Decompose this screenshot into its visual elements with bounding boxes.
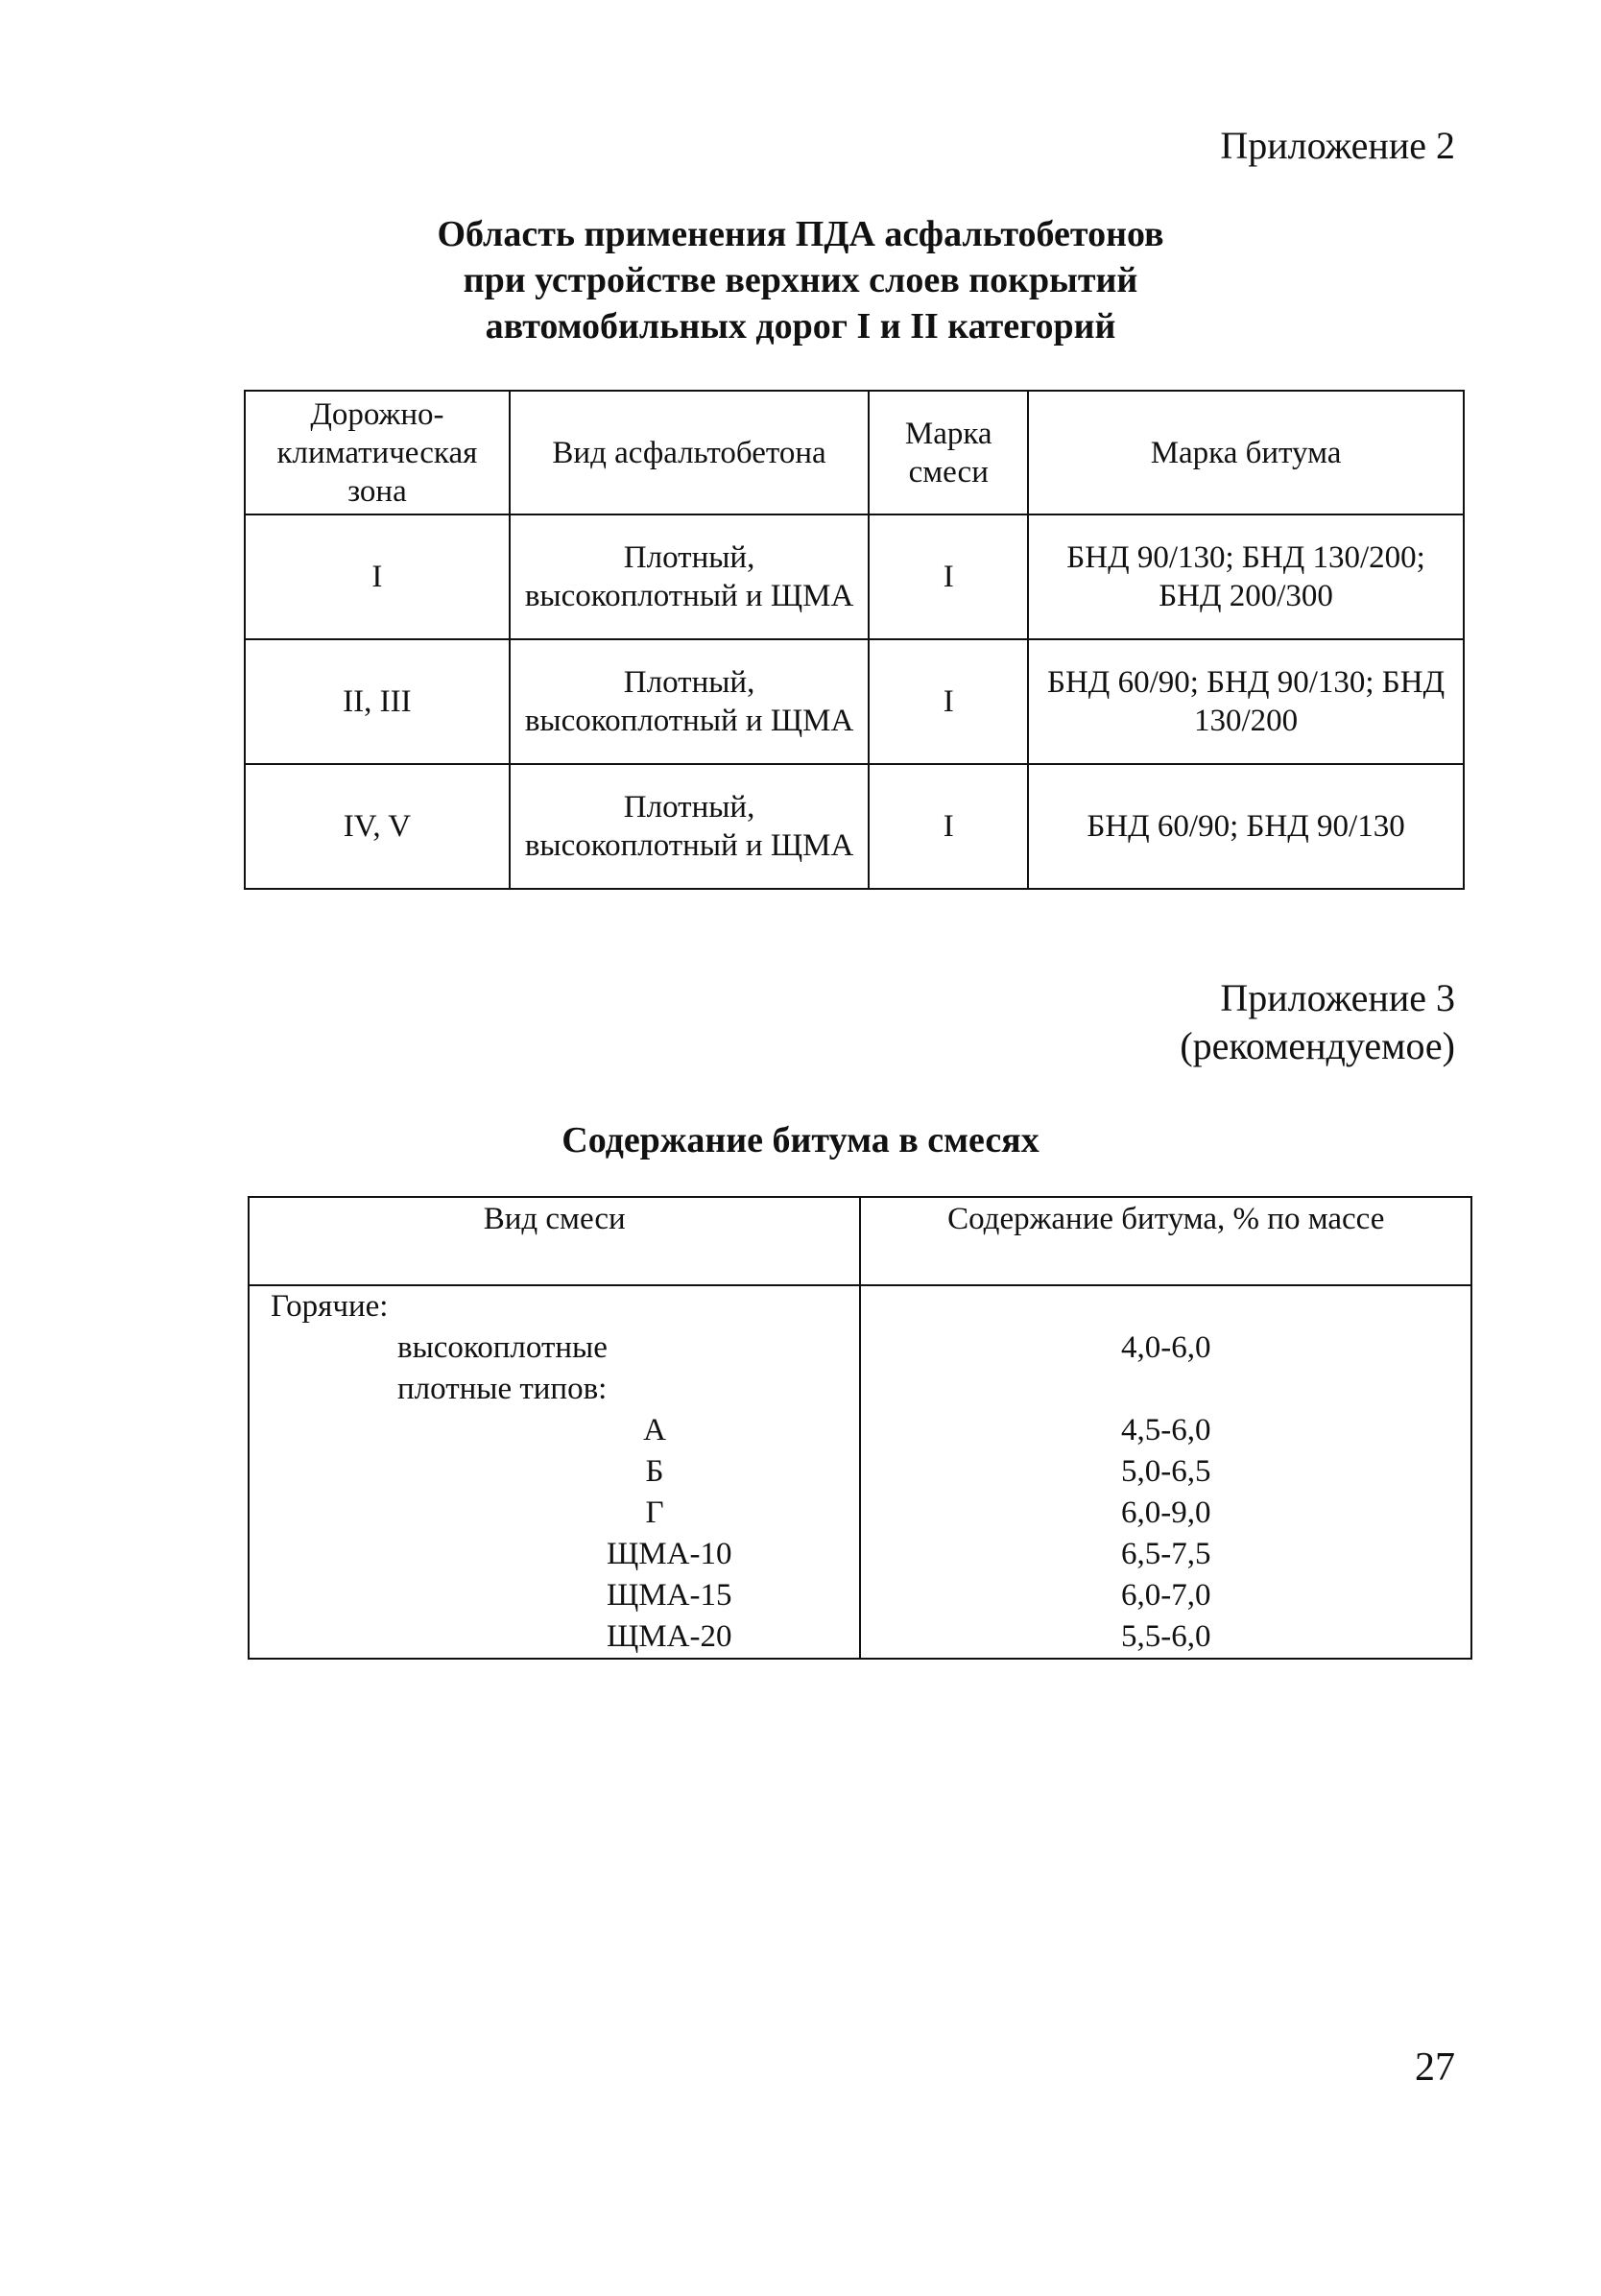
concrete-type-cell: Плотный, высокоплотный и ЩМА [510,639,870,764]
appendix-2-label: Приложение 2 [1220,124,1455,167]
application-table [244,390,1465,890]
appendix-2-title [0,211,1601,349]
header-cell: Вид смеси [249,1197,860,1285]
mix-grade-cell: I [869,639,1028,764]
mix-type-name: плотные типов: [397,1372,608,1406]
bitumen-content-table [248,1196,1472,1660]
mix-grade-cell: I [869,764,1028,889]
bitumen-content-value: 4,0-6,0 [1120,1330,1211,1365]
zone-cell: II, III [245,639,510,764]
mix-type-name: Г [645,1495,664,1530]
header-cell: Марка смеси [869,391,1028,514]
page-number: 27 [1415,2045,1455,2090]
bitumen-grade-cell: БНД 60/90; БНД 90/130 [1028,764,1464,889]
mix-type-name: ЩМА-15 [607,1578,732,1613]
mix-type-column [249,1285,860,1659]
zone-cell: IV, V [245,764,510,889]
header-cell: Дорожно-климатическая зона [245,391,510,514]
header-cell: Марка битума [1028,391,1464,514]
zone-cell: I [245,514,510,639]
appendix-2-title-line: при устройстве верхних слоев покрытий [463,260,1138,300]
appendix-3-sublabel: (рекомендуемое) [1180,1024,1455,1067]
bitumen-content-value: 5,5-6,0 [1120,1619,1211,1654]
bitumen-content-value: 5,0-6,5 [1120,1454,1211,1489]
table-row [249,1285,1471,1659]
mix-type-name: ЩМА-10 [607,1537,732,1571]
table-row [245,764,1464,889]
mix-grade-cell: I [869,514,1028,639]
appendix-2-title-line: Область применения ПДА асфальтобетонов [437,214,1164,254]
mix-type-name: Горячие: [271,1289,389,1324]
mix-type-name: высокоплотные [397,1330,608,1365]
mix-type-name: А [643,1413,666,1447]
concrete-type-cell: Плотный, высокоплотный и ЩМА [510,514,870,639]
bitumen-content-value: 6,0-9,0 [1120,1495,1211,1530]
bitumen-grade-cell: БНД 60/90; БНД 90/130; БНД 130/200 [1028,639,1464,764]
concrete-type-cell: Плотный, высокоплотный и ЩМА [510,764,870,889]
mix-type-name: Б [645,1454,664,1489]
table-header-row [249,1197,1471,1285]
bitumen-content-value [861,1369,1470,1410]
bitumen-content-value: 6,0-7,0 [1120,1578,1211,1613]
bitumen-content-column [860,1285,1471,1659]
appendix-3-title: Содержание битума в смесях [562,1120,1039,1160]
header-cell: Вид асфальтобетона [510,391,870,514]
mix-type-name: ЩМА-20 [607,1619,732,1654]
table-header-row [245,391,1464,514]
header-cell: Содержание битума, % по массе [860,1197,1471,1285]
table-row [245,514,1464,639]
table-row [245,639,1464,764]
bitumen-content-value [861,1286,1470,1327]
bitumen-grade-cell: БНД 90/130; БНД 130/200; БНД 200/300 [1028,514,1464,639]
appendix-3-label: Приложение 3 [1220,976,1455,1019]
bitumen-content-value: 6,5-7,5 [1120,1537,1211,1571]
appendix-2-title-line: автомобильных дорог I и II категорий [485,306,1116,347]
bitumen-content-value: 4,5-6,0 [1120,1413,1211,1447]
